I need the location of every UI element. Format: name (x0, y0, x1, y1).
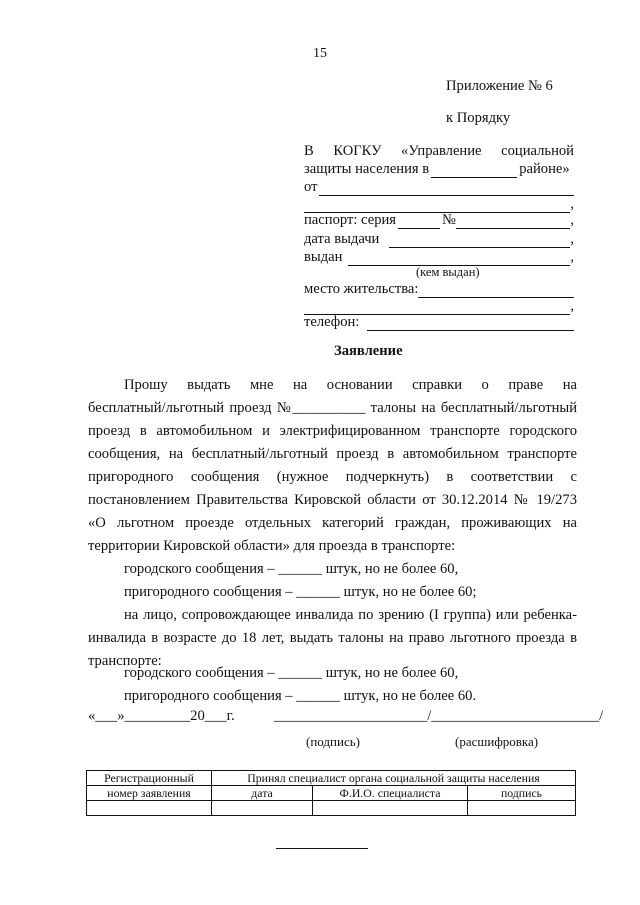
passport-series-blank[interactable] (398, 214, 440, 229)
signature-field[interactable]: _____________________/_______________________/ (274, 708, 604, 724)
body-line-1: Прошу выдать мне на основании справки о праве на (124, 377, 577, 393)
body-line-8: территории Кировской области» для проезда в транспорте: (88, 538, 456, 554)
phone-row: телефон: (304, 314, 574, 331)
escort-line-1: на лицо, сопровождающее инвалида по зрению (I группа) или ребенка- (124, 607, 577, 623)
passport-number-blank[interactable] (456, 214, 570, 229)
escort-line-3: транспорте: (88, 653, 162, 669)
appendix-number: Приложение № 6 (446, 78, 553, 94)
addressee-line-1: В КОГКУ «Управление социальной (304, 143, 574, 159)
addressee-line-2: защиты населения в районе» (304, 161, 570, 177)
cell-reg-number[interactable] (87, 801, 212, 816)
residence-row-2: , (304, 298, 574, 315)
signature-caption: (подпись) (306, 734, 360, 749)
from-blank-2[interactable] (304, 198, 570, 213)
body-line-3: проезд в автомобильном и электрифицированном транспорте городского (88, 423, 577, 439)
issue-date-row: дата выдачи , (304, 231, 574, 247)
body-line-6: постановлением Правительства Кировской области от 30.12.2014 № 19/273 (88, 492, 577, 508)
col-date-header: дата (212, 786, 313, 801)
cell-specialist[interactable] (313, 801, 468, 816)
col-reg-number-header-bottom: номер заявления (87, 786, 212, 801)
from-row-2: , (304, 196, 574, 213)
city-quota-1: городского сообщения – ______ штук, но не более 60, (124, 561, 459, 577)
registration-table (86, 770, 576, 816)
city-quota-2: городского сообщения – ______ штук, но не более 60, (124, 665, 459, 681)
body-line-4: сообщения, на бесплатный/льготный проезд в автомобильном транспорте (88, 446, 577, 462)
appendix-order: к Порядку (446, 110, 511, 126)
cell-date[interactable] (212, 801, 313, 816)
col-specialist-header: Ф.И.О. специалиста (313, 786, 468, 801)
issued-by-row: выдан , (304, 249, 574, 265)
issue-date-blank[interactable] (389, 233, 570, 248)
escort-line-2: инвалида в возрасте до 18 лет, выдать талоны на право льготного проезда в (88, 630, 577, 646)
phone-blank[interactable] (367, 316, 574, 331)
residence-row: место жительства: (304, 281, 574, 298)
suburban-quota-2: пригородного сообщения – ______ штук, но не более 60. (124, 688, 477, 704)
from-blank[interactable] (319, 181, 574, 196)
issued-by-blank[interactable] (348, 251, 570, 266)
decode-caption: (расшифровка) (455, 734, 539, 749)
issued-by-caption: (кем выдан) (416, 265, 480, 279)
body-line-7: «О льготном проезде отдельных категорий граждан, проживающих на (88, 515, 577, 531)
residence-blank-2[interactable] (304, 300, 570, 315)
body-line-5: пригородного сообщения (нужное подчеркнуть) в соответствии с (88, 469, 577, 485)
suburban-quota-1: пригородного сообщения – ______ штук, но не более 60; (124, 584, 477, 600)
date-field[interactable]: «___»_________20___г. (88, 708, 235, 724)
document-title: Заявление (334, 343, 403, 359)
footer-rule (276, 848, 368, 849)
page-number: 15 (313, 46, 327, 61)
body-line-2: бесплатный/льготный проезд №__________ талоны на бесплатный/льготный (88, 400, 577, 416)
from-row: от (304, 179, 574, 196)
district-blank[interactable] (431, 163, 517, 178)
group-header: Принял специалист органа социальной защиты населения (212, 771, 576, 786)
residence-blank[interactable] (418, 283, 574, 298)
passport-row: паспорт: серия № , (304, 212, 574, 228)
col-signature-header: подпись (468, 786, 576, 801)
col-reg-number-header-top: Регистрационный (87, 771, 212, 786)
cell-signature[interactable] (468, 801, 576, 816)
